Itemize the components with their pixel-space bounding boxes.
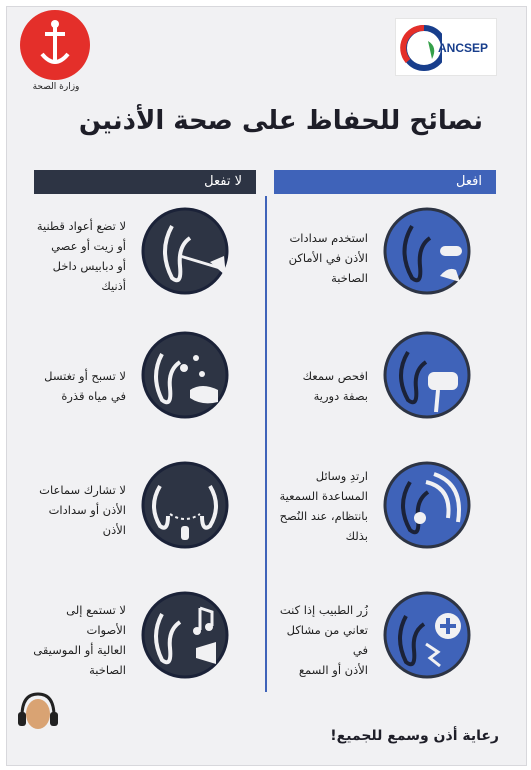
cotton-swab-icon <box>140 206 230 296</box>
dont-item-1-text: لا تضع أعواد قطنية أو زيت أو عصي أو دبابيس داخل أذنيك <box>36 219 126 294</box>
hearing-test-icon <box>382 330 472 420</box>
partner-logo-text: ANCSEP <box>438 41 489 55</box>
earplug-icon <box>382 206 472 296</box>
dont-item-3-text: لا تشارك سماعات الأذن أو سدادات الأذن <box>39 483 126 538</box>
hearing-aid-icon <box>382 460 472 550</box>
page-title: نصائح للحفاظ على صحة الأذنين <box>78 106 483 136</box>
do-item-3-text: ارتدِ وسائل المساعدة السمعية بانتظام، عند النُصح بذلك <box>279 469 368 544</box>
headphones-egg-icon <box>14 690 62 732</box>
do-item-1-text: استخدم سدادات الأذن في الأماكن الصاخبة <box>288 231 368 286</box>
shared-earphones-icon <box>140 460 230 550</box>
column-divider <box>265 196 267 692</box>
footer-slogan: رعاية أذن وسمع للجميع! <box>330 728 499 744</box>
partner-logo <box>395 18 497 76</box>
loud-music-icon <box>140 590 230 680</box>
ministry-caption: وزارة الصحة <box>32 82 80 92</box>
ministry-emblem-icon <box>20 10 90 80</box>
dirty-water-icon <box>140 330 230 420</box>
ministry-logo <box>14 10 98 96</box>
partner-emblem-icon <box>398 21 442 75</box>
dont-column-header: لا تفعل <box>34 170 256 194</box>
do-column-header: افعل <box>274 170 496 194</box>
dont-item-4-text: لا تستمع إلى الأصوات العالية أو الموسيقى الصاخبة <box>33 603 126 678</box>
doctor-cross-icon <box>382 590 472 680</box>
dont-item-2-text: لا تسبح أو تغتسل في مياه قذرة <box>44 369 126 404</box>
do-item-4-text: زُر الطبيب إذا كنت تعاني من مشاكل في الأذن أو السمع <box>279 603 368 678</box>
do-item-2-text: افحص سمعك بصفة دورية <box>302 369 368 404</box>
